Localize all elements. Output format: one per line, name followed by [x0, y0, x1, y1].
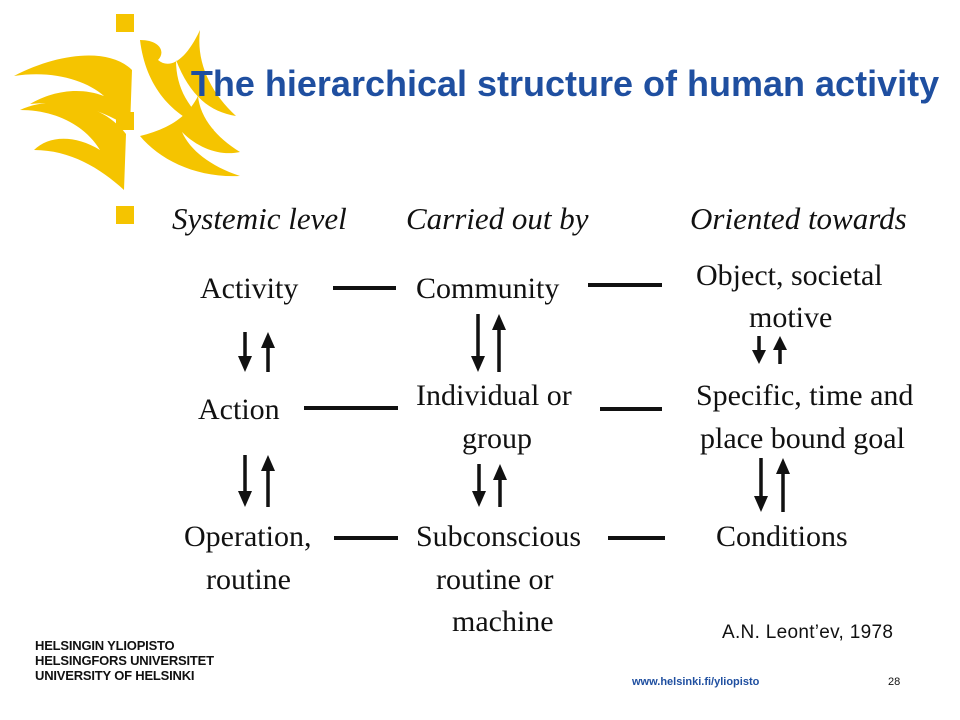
cell-place-bound-goal: place bound goal: [700, 422, 905, 455]
arrow-pair-action-operation: [238, 455, 275, 507]
arrow-pair-activity-action: [238, 332, 275, 372]
university-name-english: UNIVERSITY OF HELSINKI: [35, 668, 195, 683]
header-carried-out-by: Carried out by: [406, 201, 589, 236]
page-number: 28: [888, 676, 901, 688]
university-name-finnish: HELSINGIN YLIOPISTO: [35, 638, 175, 653]
cell-routine-or: routine or: [436, 563, 554, 596]
header-systemic-level: Systemic level: [172, 201, 347, 236]
slide-title: The hierarchical structure of human activity: [190, 63, 940, 104]
cell-object-societal: Object, societal: [696, 259, 883, 292]
cell-action: Action: [198, 393, 280, 426]
cell-specific-time: Specific, time and: [696, 379, 914, 412]
cell-subconscious: Subconscious: [416, 520, 581, 553]
arrow-pair-object-goal: [752, 336, 787, 364]
cell-motive: motive: [749, 301, 833, 334]
cell-activity: Activity: [200, 272, 299, 305]
arrow-pair-community-individual: [471, 314, 506, 372]
arrow-pair-individual-subconscious: [472, 464, 507, 507]
cell-group: group: [462, 422, 532, 455]
cell-machine: machine: [452, 605, 554, 638]
cell-conditions: Conditions: [716, 520, 848, 553]
university-name: [35, 638, 214, 683]
cell-community: Community: [416, 272, 560, 305]
arrow-pair-goal-conditions: [754, 458, 790, 512]
university-url[interactable]: www.helsinki.fi/yliopisto: [632, 676, 760, 688]
cell-routine: routine: [206, 563, 291, 596]
university-name-swedish: HELSINGFORS UNIVERSITET: [35, 653, 214, 668]
cell-operation: Operation,: [184, 520, 312, 553]
header-oriented-towards: Oriented towards: [690, 201, 907, 236]
cell-individual-or: Individual or: [416, 379, 572, 412]
citation: A.N. Leont’ev, 1978: [722, 622, 894, 643]
